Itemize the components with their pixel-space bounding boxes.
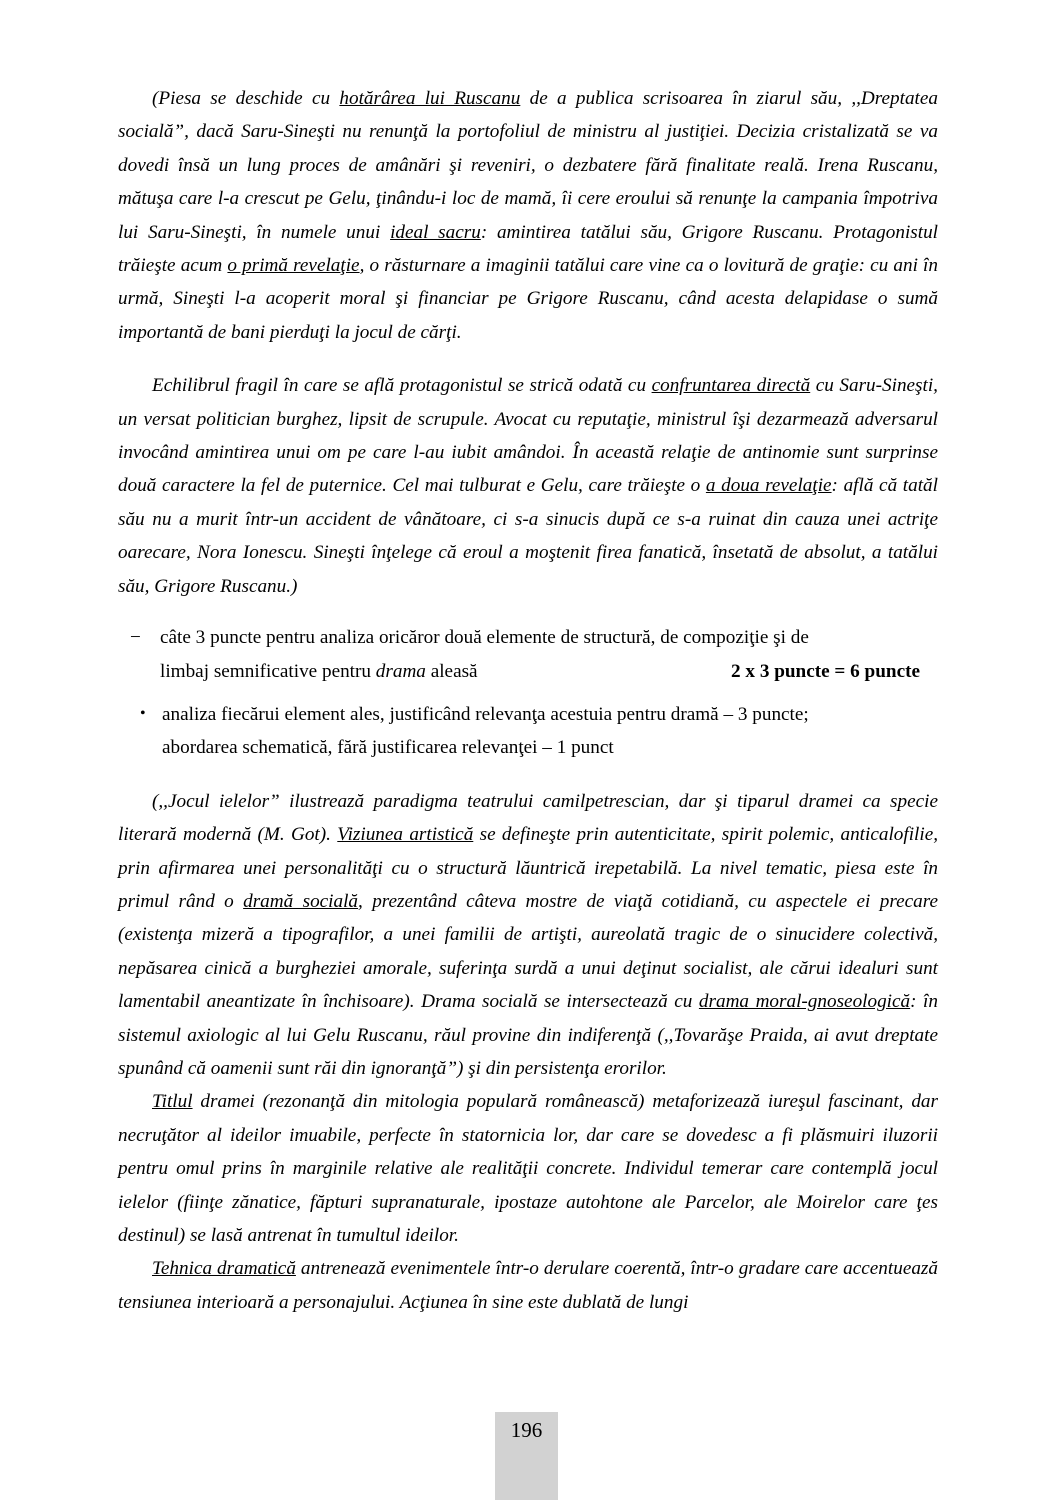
- criteria-emphasis: drama: [375, 660, 426, 682]
- text-run: , o răsturnare a imaginii tatălui care vine ca o lovitură de graţie: cu ani în urmă, Sineşti l-a acoperit moral şi financiar pe Grigore Ruscanu, când acesta delapidase o sumă importantă de bani pierduţi la jocul de cărţi.: [118, 255, 938, 343]
- paragraph-4: [118, 1085, 938, 1252]
- underlined-run: hotărârea lui Ruscanu: [339, 88, 521, 109]
- paragraph-1: [118, 82, 938, 349]
- text-run: dramei (rezonanţă din mitologia populară românească) metaforizează iureşul fascinant, dar necruţător al ideilor imuabile, perfecte în statornicia lor, dar care se dovedesc a fi plăsmuiri iluzorii pentru omul prins în marginile relative ale realităţii concrete. Individul temerar care contemplă jocul ielelor (fiinţe zănatice, făpturi supranaturale, ipostaze autohtone ale Parcelor, ale Moirelor care ţes destinul) se lasă antrenat în tumultul ideilor.: [118, 1091, 938, 1246]
- underlined-run: Viziunea artistică: [337, 824, 474, 846]
- text-run: : în sistemul axiologic al lui Gelu Ruscanu, răul provine din indiferenţă (,,Tovarăşe Praida, ai avut dreptate spunând că oamenii sunt răi din ignoranţă”) şi din persistenţa erorilor.: [118, 991, 938, 1079]
- underlined-run: ideal sacru: [390, 221, 481, 243]
- text-run: se defineşte prin autenticitate, spirit polemic, anticalofilie, prin afirmarea unei personalităţi cu o structură lăuntrică irepetabilă. La nivel tematic, piesa este în primul rând o: [118, 824, 939, 912]
- text-run: : amintirea tatălui său, Grigore Ruscanu. Protagonistul trăieşte acum: [118, 221, 938, 277]
- text-run: (Piesa se deschide cu: [152, 88, 340, 109]
- page-footer: [0, 1412, 1053, 1500]
- dash-marker: −: [130, 627, 141, 649]
- criteria-dash-line-1: câte 3 puncte pentru analiza oricăror două elemente de structură, de compoziţie şi de: [160, 627, 809, 649]
- criteria-bullet-item: [118, 698, 938, 765]
- text-run: : află că tatăl său nu a murit într-un accident de vânătoare, ci s-a sinucis după ce s-a ruinat din cauza unei actriţe oarecare, Nora Ionescu. Sineşti înţelege că eroul a moştenit firea fanatică, însetată de absolut, a tatălui său, Grigore Ruscanu.): [118, 475, 938, 597]
- text-run: (,,Jocul ielelor” ilustrează paradigma teatrului camilpetrescian, dar şi tiparul dramei ca specie literară modernă (M. Got).: [118, 790, 938, 846]
- paragraph-3: [118, 785, 938, 1086]
- paragraph-5: [118, 1252, 938, 1319]
- underlined-run: drama moral-gnoseologică: [698, 991, 911, 1013]
- criteria-dash-item: [118, 621, 938, 688]
- criteria-dash-line-2-post: aleasă: [425, 660, 478, 682]
- underlined-run: confruntarea directă: [651, 375, 811, 397]
- underlined-run: Tehnica dramatică: [152, 1258, 296, 1280]
- text-run: antrenează evenimentele într-o derulare coerentă, într-o gradare care accentuează tensiunea interioară a personajului. Acţiunea în sine este dublată de lungi: [118, 1258, 938, 1313]
- text-run: Echilibrul fragil în care se află protagonistul se strică odată cu: [152, 375, 652, 397]
- text-run: , prezentând câteva mostre de viaţă cotidiană, cu aspectele ei precare (existenţa mizeră a tipografilor, a unei familii de artişti, aureolată tragic de o sinucidere colectivă, nepăsarea cinică a burgheziei amorale, suferinţa surdă a unui deţinut socialist, ale cărui idealuri sunt lamentabil aneantizate în închisoare). Drama socială se intersectează cu: [118, 890, 938, 1013]
- underlined-run: dramă socială: [243, 890, 359, 912]
- text-run: de a publica scrisoarea în ziarul său, ,,Dreptatea socială”, dacă Saru-Sineşti nu renunţă la portofoliul de ministru al justiţiei. Decizia cristalizată se va dovedi însă un lung proces de amânări şi reveniri, o dezbatere fără finalitate reală. Irena Ruscanu, mătuşa care l-a crescut pe Gelu, ţinându-i loc de mamă, îi cere eroului să renunţe la campania împotriva lui Saru-Sineşti, în numele unui: [118, 88, 938, 243]
- criteria-bullet-line-2: abordarea schematică, fără justificarea relevanţei – 1 punct: [162, 737, 614, 759]
- underlined-run: a doua revelaţie: [705, 475, 832, 497]
- criteria-dash-line-2-pre: limbaj semnificative pentru: [160, 660, 376, 682]
- page-number: 196: [495, 1412, 558, 1500]
- underlined-run: o primă revelaţie: [227, 255, 360, 277]
- criteria-bullet-line-1: analiza fiecărui element ales, justificând relevanţa acestuia pentru dramă – 3 puncte;: [162, 703, 809, 725]
- criteria-dash-line-2: [160, 655, 938, 688]
- underlined-run: Titlul: [152, 1091, 193, 1113]
- points-label: 2 x 3 puncte = 6 puncte: [731, 660, 920, 682]
- page-content: [118, 82, 938, 1319]
- paragraph-2: [118, 369, 938, 603]
- text-run: cu Saru-Sineşti, un versat politician burghez, lipsit de scrupule. Avocat cu reputaţie, ministrul îşi dezarmează adversarul invocând amintirea unui om pe care l-au iubit amândoi. În această relaţie de antinomie sunt surprinse două caractere la fel de puternice. Cel mai tulburat e Gelu, care trăieşte o: [118, 375, 938, 497]
- bullet-marker: •: [140, 704, 146, 722]
